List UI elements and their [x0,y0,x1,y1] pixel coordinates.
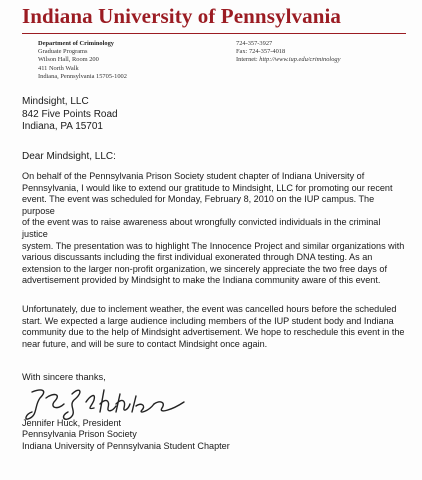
contact-block [236,40,340,65]
department-name: Department of Criminology [38,40,114,47]
paragraph-line: Pennsylvania, I would like to extend our gratitude to Mindsight, LLC for promoting our recent [22,182,393,193]
signer-organization: Pennsylvania Prison Society [22,429,137,440]
department-address-block [38,40,127,81]
phone-number: 724-357-3927 [236,40,273,47]
letterhead-divider [22,33,406,34]
paragraph-line: Unfortunately, due to inclement weather, the event was cancelled hours before the scheduled [22,304,397,314]
body-paragraph-1 [22,171,406,287]
recipient-name: Mindsight, LLC [22,96,89,107]
fax-label: Fax: [236,48,249,56]
recipient-street: 842 Five Points Road [22,108,118,120]
paragraph-line: of the event was to raise awareness about wrongfully convicted individuals in the criminal justice [22,217,381,239]
city-line: Indiana, Pennsylvania 15705-1002 [38,72,127,80]
fax-line [236,48,340,56]
paragraph-line: various discussants including the first individual exonerated through DNA testing. As an [22,252,373,263]
letterhead-title: Indiana University of Pennsylvania [22,4,342,28]
signer-chapter: Indiana University of Pennsylvania Student Chapter [22,440,230,451]
paragraph-line: extension to the larger non-profit organization, we sincerely appreciate the two free days of [22,263,387,274]
signature-block [22,418,230,452]
signer-name-title: Jennifer Huck, President [22,418,122,428]
paragraph-line: advertisement provided by Mindsight to make the Indiana community aware of this event. [22,275,381,286]
paragraph-line: system. The presentation was to highlight The Innocence Project and similar organizations with [22,240,405,251]
website-link[interactable]: http://www.iup.edu/criminology [259,56,341,64]
paragraph-line: start. We expected a large audience including members of the IUP student body and Indiana [22,315,394,326]
body-paragraph-2 [22,304,406,350]
recipient-address [22,96,118,134]
closing-line: With sincere thanks, [22,372,106,382]
paragraph-line: near future, and will be sure to contact Mindsight once again. [22,338,268,349]
fax-number: 724-357-4018 [248,48,286,56]
building-line: Wilson Hall, Room 200 [38,56,99,64]
paragraph-line: On behalf of the Pennsylvania Prison Society student chapter of Indiana University of [22,171,365,181]
recipient-city: Indiana, PA 15701 [22,121,103,132]
internet-line [236,56,340,64]
program-name: Graduate Programs [38,48,88,56]
street-line: 411 North Walk [38,64,79,72]
handwritten-signature [24,386,194,422]
salutation: Dear Mindsight, LLC: [22,151,116,162]
paragraph-line: event. The event was scheduled for Monday, February 8, 2010 on the IUP campus. The purpose [22,194,375,216]
internet-label: Internet: [236,56,260,64]
paragraph-line: community due to the help of Mindsight advertisement. We hope to reschedule this event in the [22,327,405,338]
